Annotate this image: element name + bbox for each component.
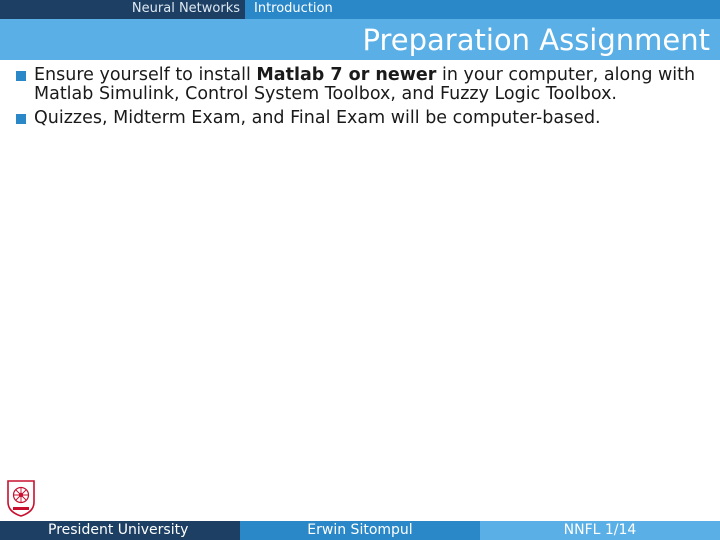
bullet-text: Quizzes, Midterm Exam, and Final Exam will be computer-based. — [34, 108, 601, 128]
square-bullet-icon — [16, 114, 26, 124]
footer — [0, 521, 720, 540]
bullet-item — [14, 109, 704, 128]
footer-institution: President University — [0, 521, 240, 540]
navigation-bar — [0, 0, 720, 19]
footer-page-number: NNFL 1/14 — [480, 521, 720, 540]
slide-content — [14, 66, 704, 133]
nav-section[interactable]: Neural Networks — [0, 0, 245, 19]
nav-subsection[interactable]: Introduction — [245, 0, 720, 19]
bullet-item — [14, 66, 704, 104]
footer-author: Erwin Sitompul — [240, 521, 480, 540]
square-bullet-icon — [16, 71, 26, 81]
bullet-text-bold: Matlab 7 or newer — [256, 65, 437, 85]
slide-title: Preparation Assignment — [362, 23, 710, 57]
bullet-text-pre: Ensure yourself to install — [34, 65, 257, 85]
university-logo-icon — [5, 478, 37, 518]
title-bar — [0, 19, 720, 60]
bullet-text-post: in your computer, along with Matlab Simulink, Control System Toolbox, and Fuzzy Logic Toolbox. — [34, 65, 696, 104]
